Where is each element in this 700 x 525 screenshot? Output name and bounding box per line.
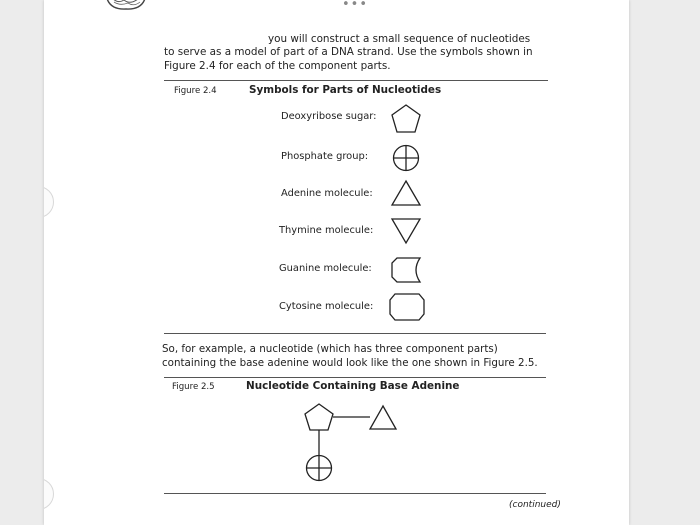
divider-middle bbox=[164, 333, 546, 334]
cytosine-shape-icon bbox=[387, 291, 427, 323]
intro-line-3: Figure 2.4 for each of the component parts. bbox=[164, 59, 391, 72]
pentagon-icon bbox=[389, 103, 423, 135]
figure-2-4-title: Symbols for Parts of Nucleotides bbox=[249, 84, 442, 96]
symbol-label-adenine: Adenine molecule: bbox=[281, 188, 373, 199]
page-menu-dots[interactable]: ••• bbox=[342, 0, 369, 12]
paragraph-line-2: containing the base adenine would look like the one shown in Figure 2.5. bbox=[162, 356, 538, 369]
divider-figure-2-5 bbox=[164, 377, 546, 378]
triangle-down-icon bbox=[389, 216, 423, 246]
divider-bottom bbox=[164, 493, 546, 494]
stamp-logo-icon bbox=[104, 0, 148, 14]
triangle-up-icon bbox=[389, 178, 423, 208]
document-page bbox=[44, 0, 629, 525]
figure-2-5-title: Nucleotide Containing Base Adenine bbox=[246, 380, 460, 392]
circle-cross-icon bbox=[391, 143, 421, 173]
paragraph-line-1: So, for example, a nucleotide (which has three component parts) bbox=[162, 343, 498, 355]
figure-2-5-label: Figure 2.5 bbox=[172, 382, 215, 392]
symbol-label-phosphate: Phosphate group: bbox=[281, 151, 369, 162]
divider-top bbox=[164, 80, 548, 81]
intro-line-2: to serve as a model of part of a DNA strand. Use the symbols shown in bbox=[164, 46, 533, 59]
binder-hole-top bbox=[44, 186, 54, 218]
symbol-label-thymine: Thymine molecule: bbox=[279, 225, 374, 236]
binder-hole-bottom bbox=[44, 478, 54, 510]
intro-text bbox=[164, 33, 544, 73]
symbol-label-guanine: Guanine molecule: bbox=[279, 263, 372, 274]
guanine-shape-icon bbox=[388, 255, 424, 285]
figure-2-4-label: Figure 2.4 bbox=[174, 86, 217, 96]
nucleotide-adenine-diagram bbox=[299, 400, 409, 490]
example-paragraph bbox=[162, 343, 562, 370]
intro-line-1: you will construct a small sequence of nucleotides bbox=[268, 33, 531, 45]
symbol-label-cytosine: Cytosine molecule: bbox=[279, 301, 374, 312]
symbol-label-deoxyribose: Deoxyribose sugar: bbox=[281, 111, 377, 122]
continued-label: (continued) bbox=[509, 500, 561, 510]
